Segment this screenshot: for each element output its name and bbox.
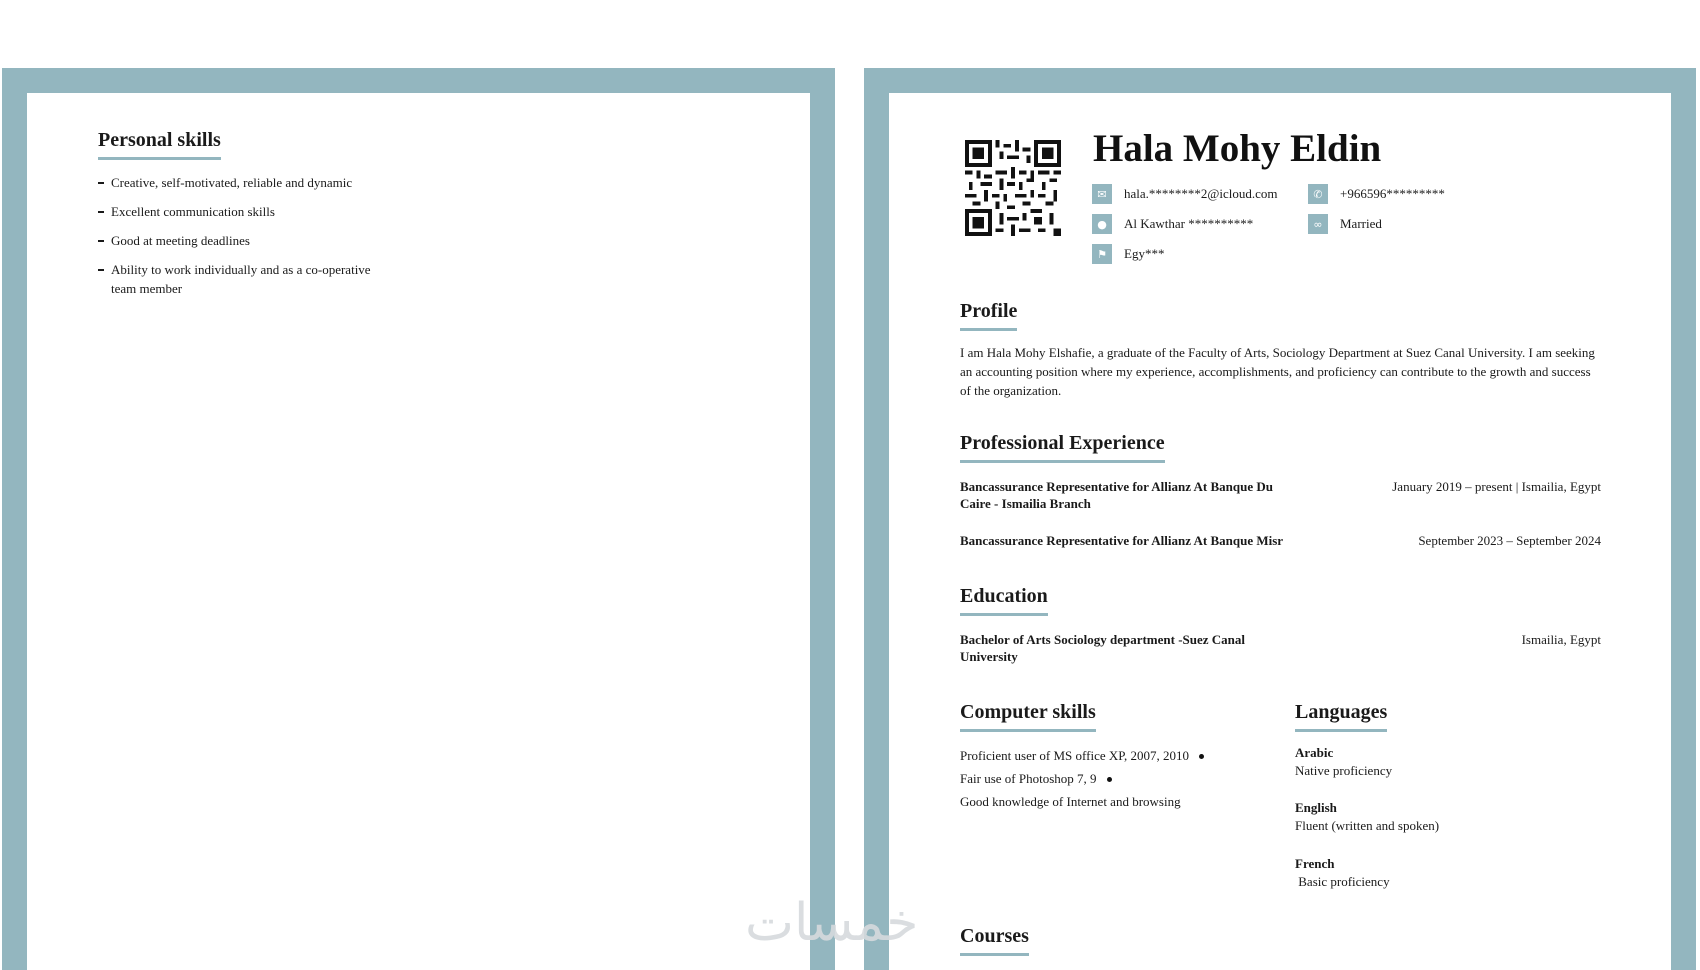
list-item: Ability to work individually and as a co-operative team member [98,260,398,298]
job-dates-location: January 2019 – present | Ismailia, Egypt [1392,479,1601,494]
address-value: Al Kawthar ********** [1124,216,1254,231]
watermark-logo: خمسات [745,893,919,953]
contact-phone [1308,184,1445,204]
email-icon: ✉ [1092,184,1112,204]
language-level: Basic proficiency [1295,874,1390,889]
list-item [960,748,1204,764]
contact-email [1092,184,1278,204]
experience-heading: Professional Experience [960,432,1165,463]
degree: Bachelor of Arts Sociology department -Suez Canal University [960,632,1246,664]
courses-heading: Courses [960,925,1029,956]
profile-text: I am Hala Mohy Elshafie, a graduate of the Faculty of Arts, Sociology Department at Suez Canal University. I am seeking an accounting position where my experience, accomplishments, and proficiency can contribute to the growth and success of the organization. [960,345,1595,398]
nationality-value: Egy*** [1124,246,1165,261]
list-item [960,794,1181,810]
language-name: Arabic [1295,745,1334,760]
education-heading: Education [960,585,1048,616]
bullet-dot [1107,777,1112,782]
languages-heading: Languages [1295,701,1387,732]
list-item: Creative, self-motivated, reliable and dynamic [98,173,398,192]
contact-marital-status [1308,214,1382,234]
language-name: English [1295,800,1337,815]
skill-text: Fair use of Photoshop 7, 9 [960,771,1097,786]
computer-skills-heading: Computer skills [960,701,1096,732]
job-title: Bancassurance Representative for Allianz At Banque Misr [960,533,1284,548]
skill-text: Good knowledge of Internet and browsing [960,794,1181,809]
bullet-dot [1199,754,1204,759]
list-item [960,771,1112,787]
contact-nationality [1092,244,1164,264]
language-name: French [1295,856,1335,871]
phone-value: +966596********* [1340,186,1445,201]
personal-skills-list [98,173,398,308]
language-level: Fluent (written and spoken) [1295,818,1440,833]
profile-heading: Profile [960,300,1017,331]
language-level: Native proficiency [1295,763,1393,778]
education-location: Ismailia, Egypt [1521,632,1601,647]
location-pin-icon: ● [1092,214,1112,234]
personal-skills-heading: Personal skills [98,129,221,160]
skill-text: Proficient user of MS office XP, 2007, 2010 [960,748,1190,763]
job-dates: September 2023 – September 2024 [1418,533,1601,548]
flag-icon: ⚑ [1092,244,1112,264]
job-title: Bancassurance Representative for Allianz At Banque Du Caire - Ismailia Branch [960,479,1273,511]
candidate-name: Hala Mohy Eldin [1093,127,1382,170]
qr-code [965,139,1061,237]
phone-icon: ✆ [1308,184,1328,204]
email-value: hala.********2@icloud.com [1124,186,1278,201]
rings-icon: ∞ [1308,214,1328,234]
marital-value: Married [1340,216,1382,231]
list-item: Good at meeting deadlines [98,231,398,250]
list-item: Excellent communication skills [98,202,398,221]
contact-address [1092,214,1253,234]
